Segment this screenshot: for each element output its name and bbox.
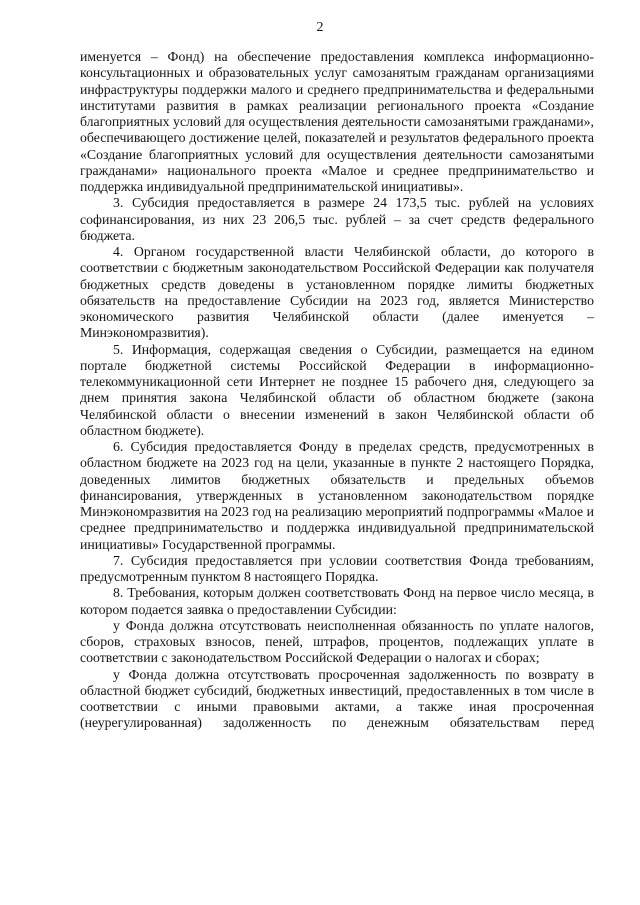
paragraph: 6. Субсидия предоставляется Фонду в пределах средств, предусмотренных в областном бюджете на 2023 год на цели, указанные в пункте 2 настоящего Порядка, доведенных лимитов бюджетных обязательств и предельных объемов финансирования, утвержденных в установленном законодательством порядке Минэкономразвития на 2023 год на реализацию мероприятий подпрограммы «Малое и среднее предпринимательство и поддержка индивидуальной предпринимательской инициативы» Государственной программы. [80,439,594,552]
paragraph: 4. Органом государственной власти Челябинской области, до которого в соответствии с бюджетным законодательством Российской Федерации как получателя бюджетных средств доведены в установленном порядке лимиты бюджетных обязательств на предоставление Субсидии на 2023 год, является Министерство экономического развития Челябинской области (далее именуется – Минэкономразвития). [80,244,594,341]
paragraph: 5. Информация, содержащая сведения о Субсидии, размещается на едином портале бюджетной системы Российской Федерации в информационно-телекоммуникационной сети Интернет не позднее 15 рабочего дня, следующего за днем принятия закона Челябинской области об областном бюджете (закона Челябинской области о внесении изменений в закон Челябинской области об областном бюджете). [80,341,594,438]
paragraph: у Фонда должна отсутствовать просроченная задолженность по возврату в областной бюджет субсидий, бюджетных инвестиций, предоставленных в том числе в соответствии с иными правовыми актами, а также иная просроченная (неурегулированная) задолженность по денежным обязательствам перед [80,666,594,731]
page-number: 2 [316,20,324,35]
paragraph: именуется – Фонд) на обеспечение предоставления комплекса информационно-консультационных и образовательных услуг самозанятым гражданам организациями инфраструктуры поддержки малого и среднего предпринимательства и федеральными институтами развития в рамках реализации регионального проекта «Создание благоприятных условий для осуществления деятельности самозанятыми гражданами», обеспечивающего достижение целей, показателей и результатов федерального проекта «Создание благоприятных условий для осуществления деятельности самозанятыми гражданами» национального проекта «Малое и среднее предпринимательство и поддержка индивидуальной предпринимательской инициативы». [80,49,594,194]
paragraph: 8. Требования, которым должен соответствовать Фонд на первое число месяца, в котором подается заявка о предоставлении Субсидии: [80,585,594,617]
paragraph: 3. Субсидия предоставляется в размере 24 173,5 тыс. рублей на условиях софинансирования, из них 23 206,5 тыс. рублей – за счет средств федерального бюджета. [80,195,594,243]
document-body [80,49,594,732]
paragraph: у Фонда должна отсутствовать неисполненная обязанность по уплате налогов, сборов, страховых взносов, пеней, штрафов, процентов, подлежащих уплате в соответствии с законодательством Российской Федерации о налогах и сборах; [80,617,594,666]
paragraph: 7. Субсидия предоставляется при условии соответствия Фонда требованиям, предусмотренным пунктом 8 настоящего Порядка. [80,552,594,584]
